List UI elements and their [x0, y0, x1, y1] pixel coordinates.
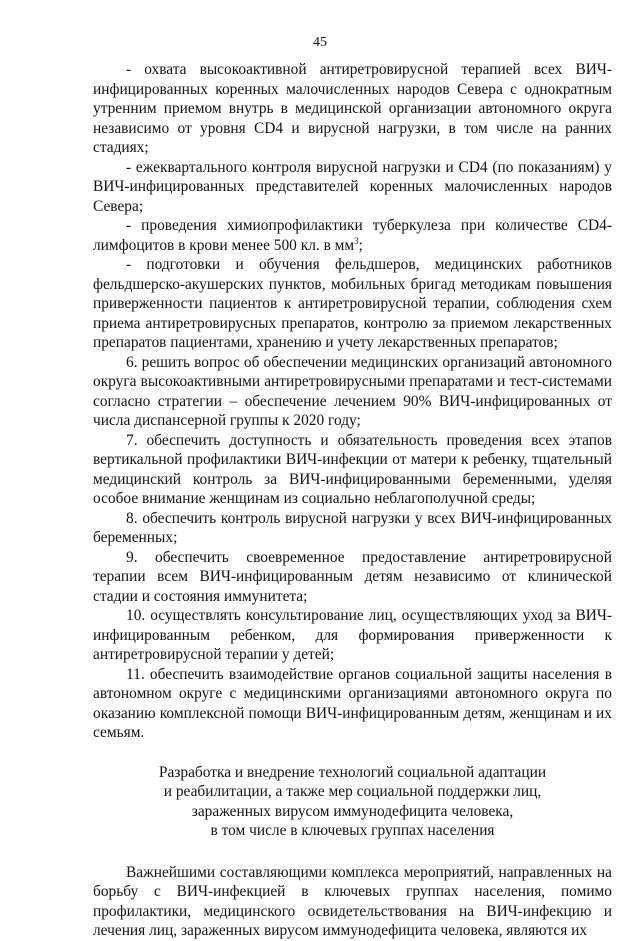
section-heading-line: Разработка и внедрение технологий социальной адаптации: [158, 763, 547, 781]
list-item-staff-training: - подготовки и обучения фельдшеров, медицинских работников фельдшерско-акушерских пунктов, мобильных бригад методикам повышения приверженности пациентов к антиретровирусной терапии, соблюдения схем приема антиретровирусных препаратов, контролю за приемом лекарственных препаратов пациентами, хранению и учету лекарственных препаратов;: [93, 256, 612, 351]
document-body: [93, 60, 612, 941]
list-item-11: 11. обеспечить взаимодействие органов социальной защиты населения в автономном округе с медицинскими организациями автономного округа по оказанию комплексной помощи ВИЧ-инфицированным детям, женщинам и их семьям.: [93, 665, 612, 741]
list-item-8: 8. обеспечить контроль вирусной нагрузки у всех ВИЧ-инфицированных беременных;: [93, 509, 612, 546]
section-heading-line: зараженных вирусом иммунодефицита человека,: [191, 802, 514, 820]
list-item-10: 10. осуществлять консультирование лиц, осуществляющих уход за ВИЧ-инфицированным ребенком, для формирования приверженности к антиретровирусной терапии у детей;: [93, 607, 612, 663]
list-item-tb-chemoprophylaxis: [93, 216, 612, 255]
list-item-viral-load-control: - ежеквартального контроля вирусной нагрузки и CD4 (по показаниям) у ВИЧ-инфицированных представителей коренных малочисленных народов Севера;: [93, 158, 612, 215]
list-item-9: 9. обеспечить своевременное предоставление антиретровирусной терапии всем ВИЧ-инфицированным детям независимо от клинической стадии и состояния иммунитета;: [93, 548, 612, 605]
list-item-punctuation: ;: [358, 236, 363, 254]
list-item-text: - проведения химиопрофилактики туберкулеза при количестве CD4-лимфоцитов в крови менее 500 кл. в мм: [93, 217, 612, 254]
superscript-exponent: 3: [354, 235, 359, 246]
list-item-6: 6. решить вопрос об обеспечении медицинских организаций автономного округа высокоактивными антиретровирусными препаратами и тест-системами согласно стратегии – обеспечение лечением 90% ВИЧ-инфицированных от числа диспансерной группы к 2020 году;: [93, 353, 612, 429]
section-heading: [93, 763, 612, 841]
page-number: 45: [313, 35, 327, 50]
closing-paragraph: Важнейшими составляющими комплекса мероприятий, направленных на борьбу с ВИЧ-инфекцией в ключевых группах населения, помимо профилактики, медицинского освидетельствования на ВИЧ-инфекцию и лечения лиц, зараженных вирусом иммунодефицита человека, являются их: [93, 863, 612, 939]
list-item-7: 7. обеспечить доступность и обязательность проведения всех этапов вертикальной профилактики ВИЧ-инфекции от матери к ребенку, тщательный медицинский контроль за ВИЧ-инфицированными беременными, уделяя особое внимание женщинам из социально неблагополучной среды;: [93, 431, 612, 507]
section-heading-line: и реабилитации, а также мер социальной поддержки лиц,: [163, 783, 542, 800]
list-item-antiretroviral-coverage: - охвата высокоактивной антиретровирусной терапией всех ВИЧ-инфицированных коренных малочисленных народов Севера с однократным утренним приемом внутрь в медицинской организации автономного округа независимо от уровня CD4 и вирусной нагрузки, в том числе на ранних стадиях;: [93, 61, 612, 156]
section-heading-line: в том числе в ключевых группах населения: [210, 822, 495, 839]
